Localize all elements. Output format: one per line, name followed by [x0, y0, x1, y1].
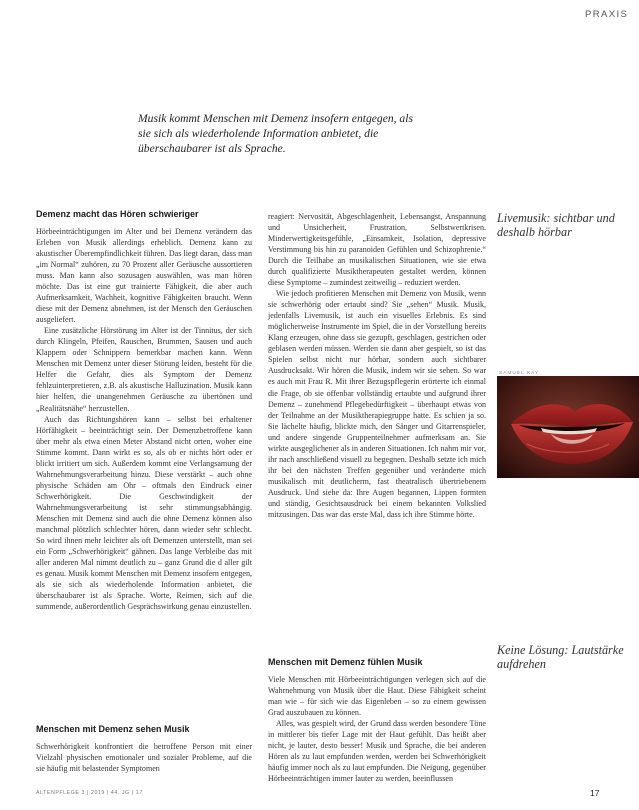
- paragraph: Eine zusätzliche Hörstörung im Alter ist der Tinnitus, der sich durch Klingeln, Pfeifen, Rauschen, Brummen, Sausen und auch Klappern oder Schnippern bemerkbar machen kann. Wenn Menschen mit Demenz unter dieser Störung leiden, besteht für die Helfer die Gefahr, dies als Symptom der Demenz fehlzuinterpretieren, z.B. als akustische Halluzination. Musik kann hier helfen, die unangenehmen Geräusche zu übertönen und „Realitätsnähe“ herzustellen.: [36, 326, 252, 413]
- page-number: 17: [590, 788, 600, 798]
- section-label: PRAXIS: [585, 9, 629, 20]
- paragraph: reagiert: Nervosität, Abgeschlagenheit, Lebensangst, Anspannung und Unsicherheit, Frustration, Selbstwertkrisen. Minderwertigkeitsgefühle, „Einsamkeit, Isolation, depressive Verstimmung bis hin zu paranoiden Gefühlen und Schizophrenie.“ Durch die Teilhabe an musikalischen Situationen, wie sie etwa durch qualifizierte Musiktherapeuten gestaltet werden, können diese Symptome – zumindest zeitweilig – reduziert werden.: [268, 212, 486, 288]
- margin-note-livemusic: Livemusik: sichtbar und deshalb hörbar: [497, 211, 615, 239]
- column-3-body: [268, 674, 486, 784]
- footer-issue-info: ALTENPFLEGE 3 | 2019 | 44. JG | 17: [36, 790, 143, 796]
- margin-note-volume: Keine Lösung: Lautstärke aufdrehen: [497, 643, 624, 671]
- paragraph: Schwerhörigkeit konfrontiert die betroffene Person mit einer Vielzahl physischen emotionaler und sozialer Probleme, auf die sie häufig mit belastender Symptomen: [36, 742, 252, 774]
- paragraph: Viele Menschen mit Hörbeeinträchtigungen verlegen sich auf die Wahrnehmung von Musik über die Haut. Diese Fähigkeit scheint man wie – für sich wie das Eigenleben – so zu einem gewissen Grad auszubauen zu können.: [268, 675, 486, 718]
- column-2-body: [268, 211, 486, 520]
- paragraph: Wie jedoch profitieren Menschen mit Demenz von Musik, wenn sie schwerhörig oder ertaubt sind? Sie „sehen“ Musik. Musik, jedenfalls Livemusik, ist auch ein visuelles Erlebnis. Es sind möglicherweise Instrumente im Spiel, die in der Vorstellung bereits Klang erzeugen, ohne dass sie gezupft, geschlagen, gestrichen oder geblasen werden müssen. Werden sie dann aber gespielt, so ist das Spielen selbst nicht nur hörbar, sondern auch sichtbarer Ausdrucksakt. Wir hören die Musik, indem wir sie sehen. So war es auch mit Frau R. Mit ihrer Bezugspflegerin erörterte ich einmal die Frage, ob sie offenbar vollständig ertaubte und aufgrund ihrer Demenz – zunehmend Pflegebedürftigkeit – überhaupt etwas von der Teilnahme an der Musiktherapiegruppe hatte. Es schien ja so. Sie lächelte häufig, blickte mich, den Sänger und Gitarrenspieler, und andere singende Gruppenteilnehmer aufmerksam an. Sie wirkte ausgeglichener als in anderen Situationen. Ich nahm mir vor, ihr nach anschließend visuell zu begegnen. Deshalb setzte ich mich ihr bei den nächsten Treffen gegenüber und veränderte mich musikalisch mit deutlicherm, fast theatralisch übertriebenem Ausdruck. Und siehe da: Ihre Augen begannen, Lippen formten und ständig, Gesichtsausdruck bei einem bekannten Volkslied mitzusingen. Das war das erste Mal, dass ich ihre Stimme hörte.: [268, 289, 486, 519]
- paragraph: Auch das Richtungshören kann – selbst bei erhaltener Hörfähigkeit – beeinträchtigt sein. Der Demenzbetroffene kann über mehr als etwa einen Meter Abstand nicht orten, woher eine Stimme kommt. Dann wirkt es so, als ob er nichts hört oder er blickt irritiert um sich. Außerdem kommt eine Verlangsamung der Wahrnehmungsverarbeitung hinzu. Diese verstärkt – auch ohne physische Schäden am Ohr – oftmals den Eindruck einer Schwerhörigkeit. Die Geschwindigkeit der Wahrnehmungsverarbeitung ist sehr stimmungsabhängig. Menschen mit Demenz sind auch die ohne Demenz können also manchmal plötzlich schlechter hören, dann wieder sehr schlecht. So wird ihnen mehr leichter als oft Demenzen unterstellt, man sei ein Form „Schwerhörigkeit“ gähnen. Das lange Verbleibe das mit aller anderen Mal nimmt deutlich zu – ganz Grund die d aller gilt es genau. Musik kommt Menschen mit Demenz insofern entgegen, als sie sich als wiederholende Information anbietet, die überschaubarer ist als Sprache. Worte, Reimen, sich auf die summende, außerordentlich Gesprächswirkung genau einzustellen.: [36, 414, 252, 612]
- mouth-photo: [497, 376, 639, 478]
- photo-credit: SAMUEL KAY: [499, 371, 540, 376]
- pull-quote: Musik kommt Menschen mit Demenz insofern entgegen, als sie sich als wiederholende Information anbietet, die überschaubarer ist als Sprache.: [138, 112, 413, 155]
- heading-feel-music: Menschen mit Demenz fühlen Musik: [268, 657, 423, 667]
- paragraph: Hörbeeinträchtigungen im Alter und bei Demenz verändern das Erleben von Musik allerdings erheblich. Demenz kann zu akustischer Überempfindlichkeit führen. Das liegt daran, dass man „im Normal“ zuhören, zu 70 Prozent aller Geräusche aussortieren muss. Man kann also sozusagen auswählen, was man hören möchte. Das ist eine gut trainierte Fähigkeit, die aber auch Aufmerksamkeit, Wachheit, kognitive Fähigkeiten braucht. Wenn diese mit der Demenz abnehmen, ist der Mensch den Geräuschen ausgeliefert.: [36, 227, 252, 325]
- heading-see-music: Menschen mit Demenz sehen Musik: [36, 724, 190, 734]
- column-1-continued: [36, 741, 252, 774]
- paragraph: Alles, was gespielt wird, der Grund dass werden besondere Töne in mittlerer bis tiefer Lage mit der Haut gefühlt. Das heißt aber nicht, je lauter, desto besser! Musik und Sprache, die bei anderen Hören als zu laut empfunden werden, werden bei Schwerhörigkeit häufig immer noch als zu laut empfunden. Die Neigung, gegenüber Hörbeeinträchtigen immer lauter zu werden, beeinflussen: [268, 719, 486, 784]
- heading-hearing: Demenz macht das Hören schwieriger: [36, 209, 199, 219]
- mouth-illustration: [497, 376, 639, 478]
- column-1-body: [36, 226, 252, 612]
